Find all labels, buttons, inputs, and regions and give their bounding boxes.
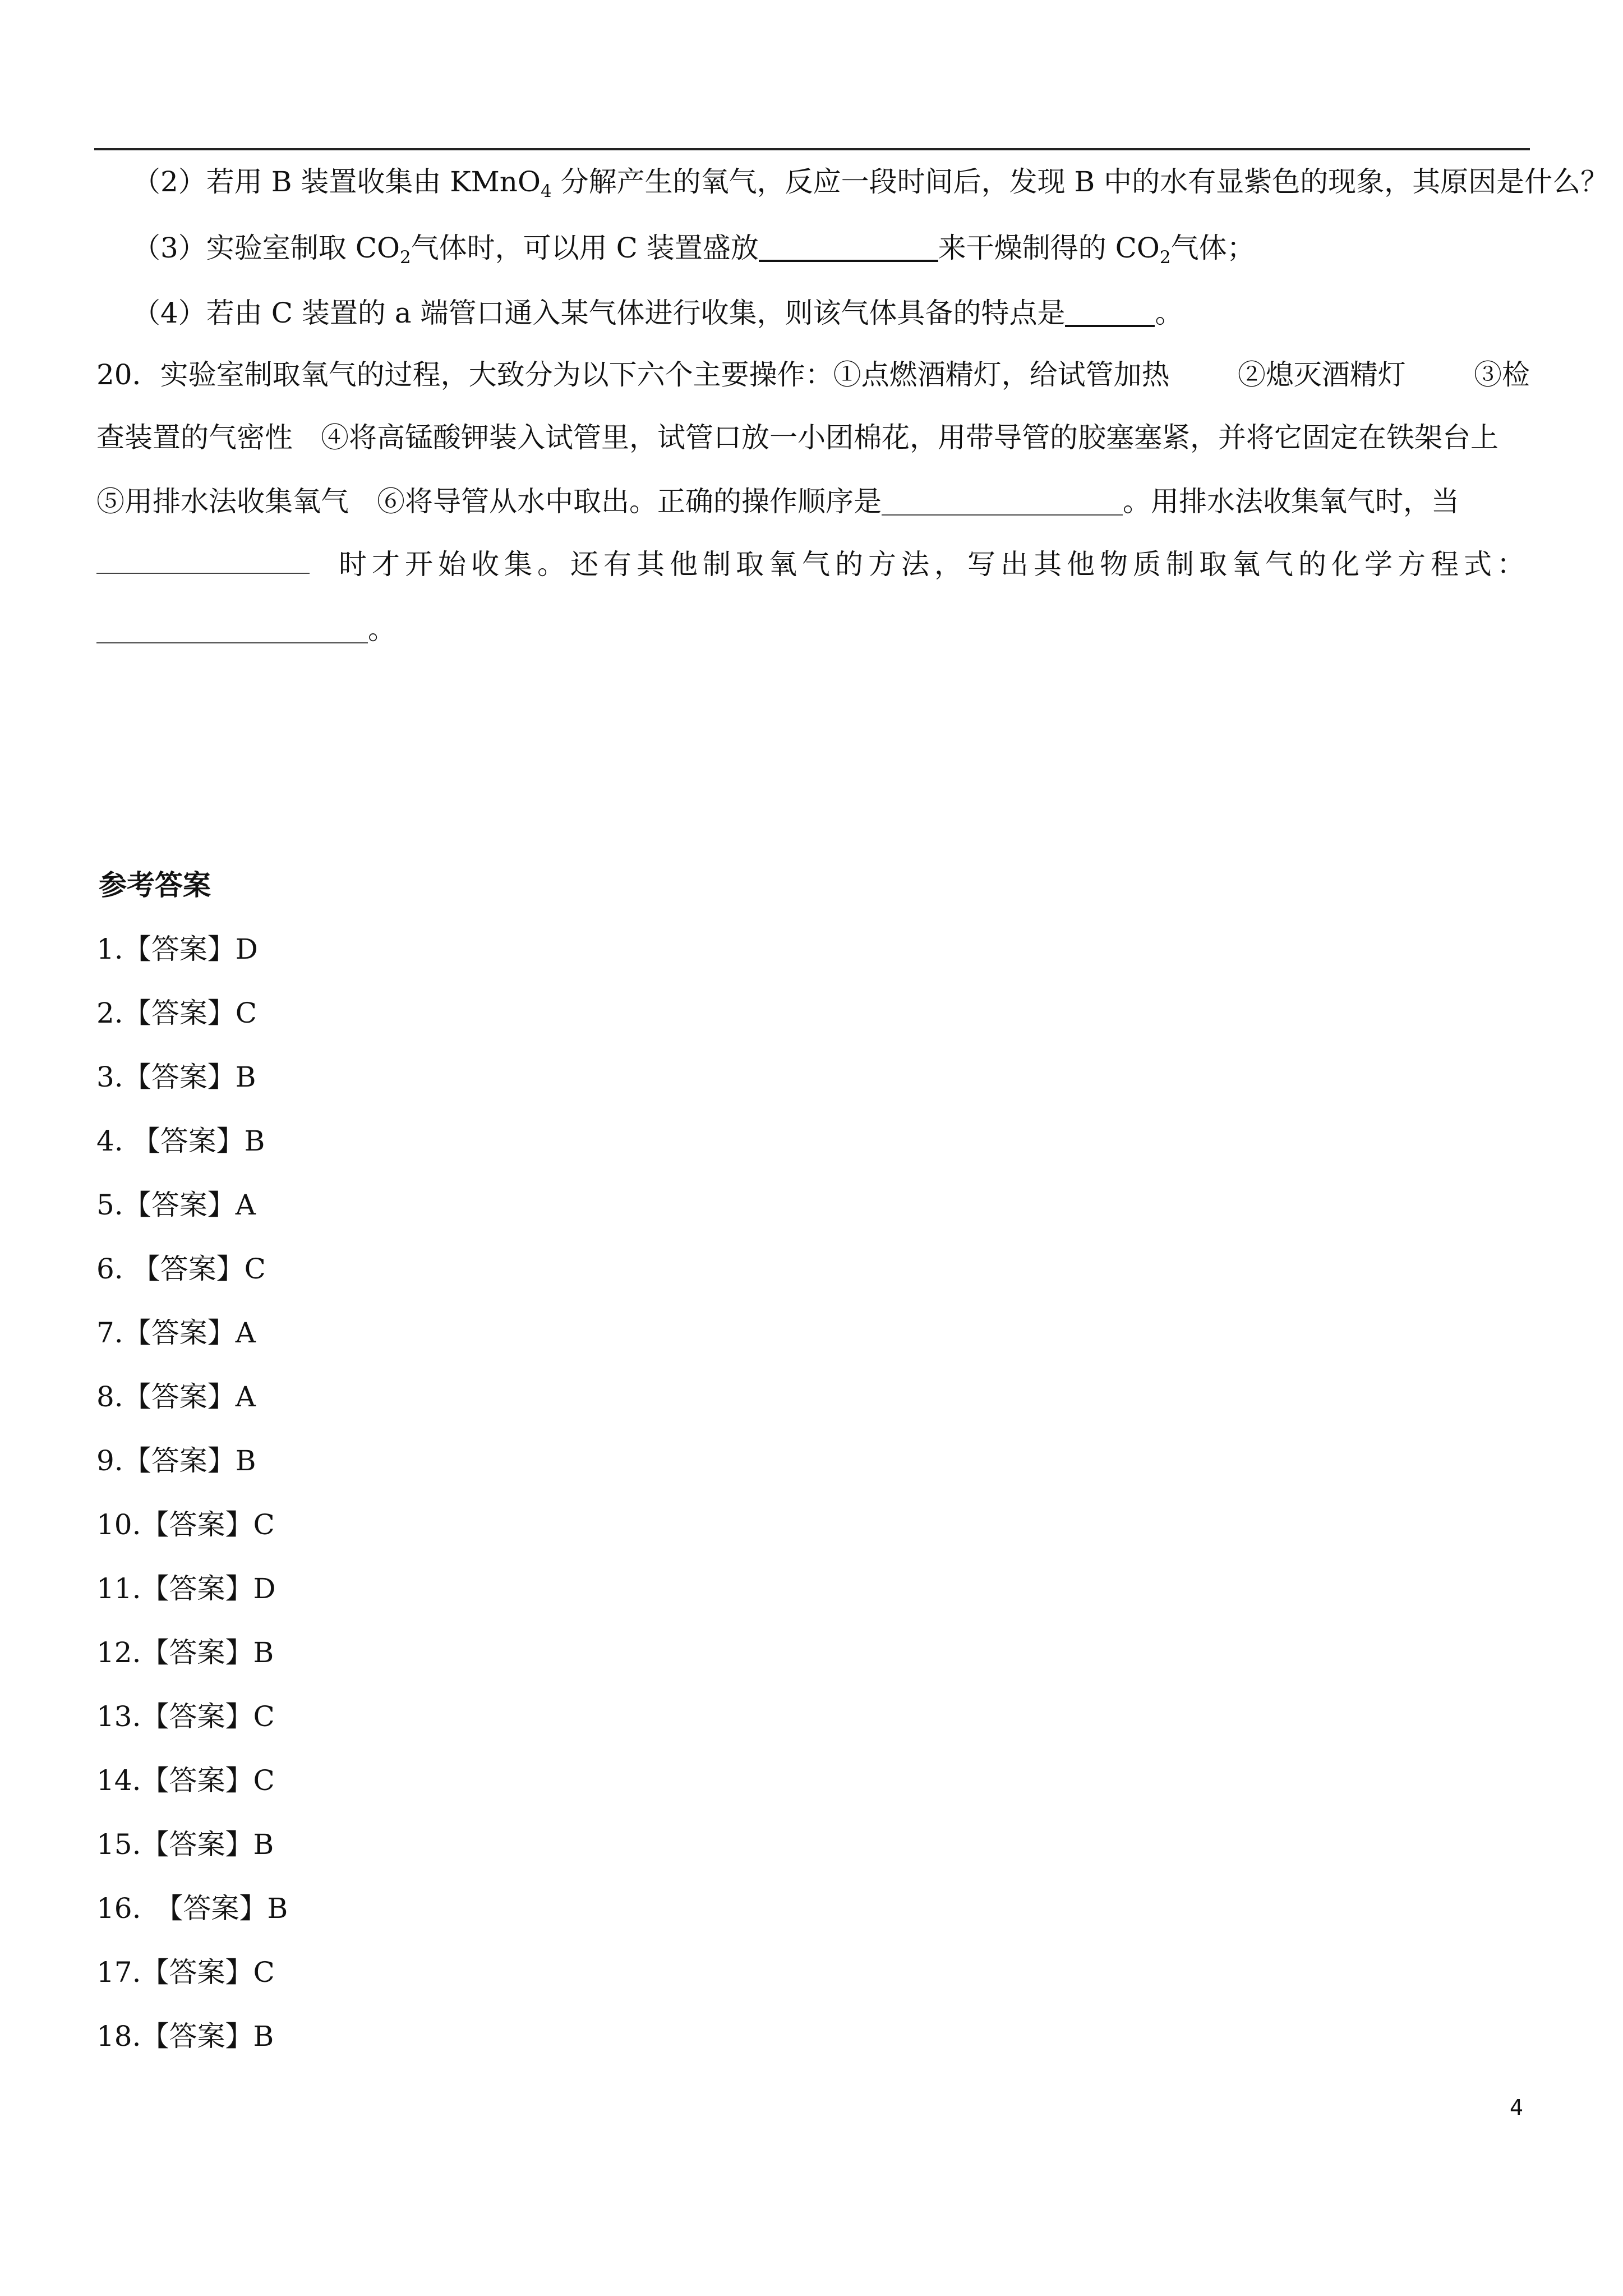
answer-item: 6. 【答案】C (96, 1253, 266, 1285)
answer-item: 10.【答案】C (96, 1508, 275, 1541)
q20-line2: 查装置的气密性 ④将高锰酸钾装入试管里，试管口放一小团棉花，用带导管的胶塞塞紧，并将它固定在铁架台上 (96, 421, 1498, 454)
answers-heading: 参考答案 (99, 869, 211, 901)
q19-3-subscript-a: 2 (399, 247, 411, 268)
header-rule (94, 148, 1530, 150)
question-19-part-4 (132, 295, 1183, 331)
question-20-line-1 (96, 357, 1530, 393)
q19-3-text-d: 气体； (1170, 232, 1255, 264)
answer-item: 8.【答案】A (96, 1381, 256, 1413)
answer-item: 15.【答案】B (96, 1828, 274, 1861)
q19-2-text: （2）若用 B 装置收集由 KMnO (132, 165, 541, 198)
answer-blank[interactable] (96, 550, 310, 574)
answer-item: 1.【答案】D (96, 933, 258, 965)
q19-2-text-after: 分解产生的氧气，反应一段时间后，发现 B 中的水有显紫色的现象，其原因是什么？ (551, 165, 1609, 198)
answer-blank[interactable] (882, 492, 1123, 516)
answer-item: 2.【答案】C (96, 997, 257, 1029)
q20-line1-a: 20．实验室制取氧气的过程，大致分为以下六个主要操作：①点燃酒精灯，给试管加热 (96, 358, 1170, 391)
answer-item: 16. 【答案】B (96, 1892, 288, 1925)
answer-item: 7.【答案】A (96, 1317, 256, 1349)
q20-line1-b: ②熄灭酒精灯 (1237, 358, 1406, 391)
question-19-part-3 (132, 230, 1255, 266)
q19-3-subscript-c: 2 (1159, 247, 1171, 268)
answer-item: 14.【答案】C (96, 1764, 275, 1797)
q20-line3-b: 。用排水法收集氧气时，当 (1123, 485, 1459, 518)
q20-line4: 时才开始收集。还有其他制取氧气的方法，写出其他物质制取氧气的化学方程式： (339, 548, 1530, 581)
q20-line5-end: 。 (368, 613, 396, 646)
answer-blank[interactable] (96, 620, 368, 643)
question-20-line-2 (96, 420, 1498, 455)
answer-item: 9.【答案】B (96, 1444, 256, 1477)
answer-item: 18.【答案】B (96, 2020, 274, 2053)
q19-3-text-a: （3）实验室制取 CO (132, 232, 400, 264)
q20-line1-c: ③检 (1474, 358, 1530, 391)
question-20-line-3 (96, 484, 1459, 519)
q19-4-text-after: 。 (1155, 297, 1183, 329)
q19-3-text-b: 气体时，可以用 C 装置盛放 (411, 232, 759, 264)
q19-3-text-c: 来干燥制得的 CO (938, 232, 1160, 264)
page-number: 4 (1510, 2095, 1524, 2120)
answer-item: 5.【答案】A (96, 1189, 256, 1221)
question-20-line-5 (96, 611, 396, 647)
answer-item: 4. 【答案】B (96, 1125, 265, 1157)
question-20-line-4 (96, 546, 1530, 582)
answer-item: 12.【答案】B (96, 1636, 274, 1669)
answer-item: 3.【答案】B (96, 1061, 256, 1093)
q20-line3-a: ⑤用排水法收集氧气 ⑥将导管从水中取出。正确的操作顺序是 (96, 485, 882, 518)
answer-item: 11.【答案】D (96, 1572, 276, 1605)
answer-item: 17.【答案】C (96, 1956, 275, 1989)
answer-blank[interactable] (759, 237, 938, 262)
answer-item: 13.【答案】C (96, 1700, 275, 1733)
q19-4-text: （4）若由 C 装置的 a 端管口通入某气体进行收集，则该气体具备的特点是 (132, 297, 1066, 329)
question-19-part-2 (132, 164, 1608, 200)
answer-blank[interactable] (1065, 302, 1155, 327)
q19-2-subscript: 4 (540, 181, 552, 201)
